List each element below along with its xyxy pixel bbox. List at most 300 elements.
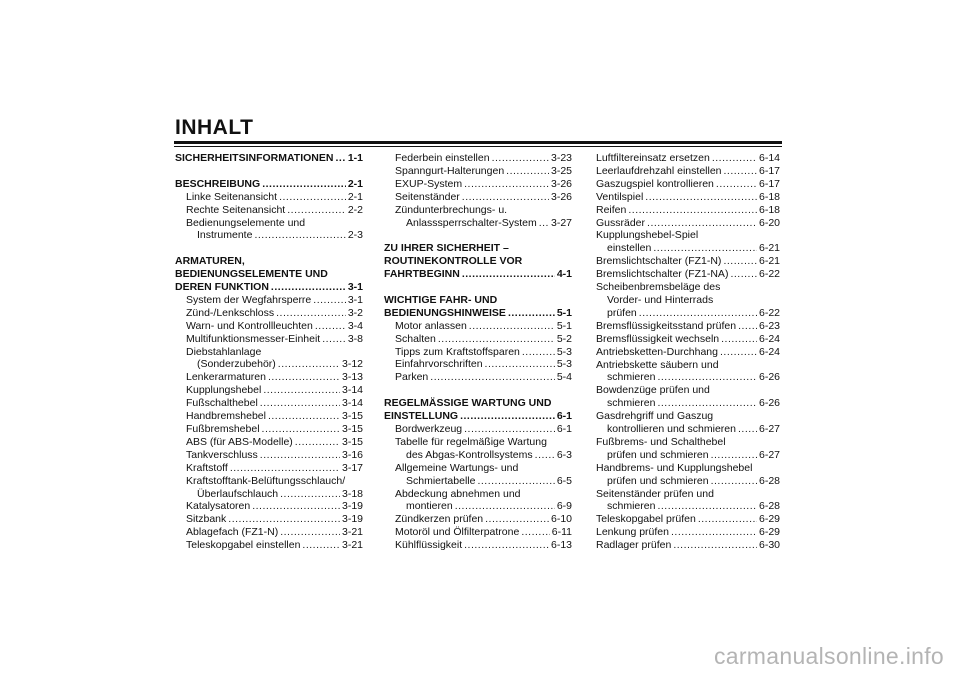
toc-entry-text	[384, 204, 572, 217]
toc-entry[interactable]	[175, 488, 363, 501]
toc-page-number: 6-21	[758, 242, 780, 255]
toc-entry[interactable]	[175, 397, 363, 410]
toc-entry[interactable]	[175, 281, 363, 294]
toc-page-number: 5-2	[556, 332, 572, 345]
toc-page-number: 3-1	[347, 293, 363, 306]
toc-entry-label: Motor anlassen	[395, 319, 467, 332]
toc-entry[interactable]	[175, 229, 363, 242]
toc-page-number: 6-26	[758, 397, 780, 410]
toc-column-3	[596, 152, 780, 552]
toc-entry-text	[384, 488, 572, 501]
toc-entry[interactable]	[384, 539, 572, 552]
toc-leader-dots	[287, 204, 346, 217]
toc-entry-label: Tankverschluss	[186, 448, 258, 461]
toc-leader-dots	[230, 462, 340, 475]
toc-entry-label: prüfen und schmieren	[607, 448, 709, 461]
toc-page-number: 6-28	[758, 500, 780, 513]
toc-entry[interactable]	[175, 384, 363, 397]
toc-entry-label: Rechte Seitenansicht	[186, 203, 286, 216]
toc-page-number: 2-2	[347, 203, 363, 216]
toc-leader-dots	[720, 346, 757, 359]
toc-page-number: 2-1	[347, 177, 363, 190]
toc-page-number: 3-18	[341, 487, 363, 500]
toc-entry-label: ABS (für ABS-Modelle)	[186, 435, 293, 448]
toc-entry[interactable]	[596, 307, 780, 320]
toc-entry[interactable]	[384, 217, 572, 230]
toc-leader-dots	[462, 191, 549, 204]
toc-entry-label: Luftfiltereinsatz ersetzen	[596, 152, 710, 164]
toc-entry-label: BEDIENUNGSELEMENTE UND	[175, 268, 328, 281]
toc-entry-label: BESCHREIBUNG	[175, 177, 261, 190]
toc-entry-label: Instrumente	[197, 229, 253, 242]
toc-entry[interactable]	[596, 397, 780, 410]
toc-entry[interactable]	[175, 462, 363, 475]
toc-entry-text	[175, 346, 363, 359]
toc-entry-label: Fußschalthebel	[186, 397, 258, 410]
toc-spacer	[175, 242, 363, 255]
toc-entry[interactable]	[175, 307, 363, 320]
toc-entry-text	[596, 229, 780, 242]
toc-entry[interactable]	[384, 500, 572, 513]
toc-leader-dots	[535, 449, 555, 462]
toc-entry-label: Reifen	[596, 203, 627, 216]
toc-page-number: 3-17	[341, 461, 363, 474]
title-rule-thin	[174, 146, 782, 147]
toc-column-2	[384, 152, 572, 552]
toc-entry[interactable]	[384, 526, 572, 539]
toc-entry-label: Spanngurt-Halterungen	[395, 164, 505, 177]
toc-entry-label: Kupplungshebel	[186, 384, 262, 397]
toc-leader-dots	[279, 191, 346, 204]
toc-entry[interactable]	[175, 204, 363, 217]
toc-page-number: 6-11	[551, 526, 572, 539]
toc-entry-label: Abdeckung abnehmen und	[395, 487, 521, 500]
toc-leader-dots	[469, 320, 555, 333]
toc-leader-dots	[464, 539, 549, 552]
toc-leader-dots	[228, 513, 340, 526]
toc-entry-label: ZU IHRER SICHERHEIT –	[384, 242, 509, 255]
toc-entry-text	[596, 436, 780, 449]
toc-entry[interactable]	[384, 513, 572, 526]
toc-entry[interactable]	[384, 449, 572, 462]
toc-entry-label: Lenkung prüfen	[596, 526, 669, 539]
toc-entry-text	[384, 436, 572, 449]
toc-entry-label: Lenkerarmaturen	[186, 371, 266, 384]
toc-page-number: 6-24	[758, 332, 780, 345]
toc-page-number: 6-22	[758, 268, 780, 281]
toc-entry-label: montieren	[406, 500, 453, 513]
toc-entry-text	[384, 242, 572, 255]
toc-entry[interactable]	[596, 500, 780, 513]
toc-entry-label: Allgemeine Wartungs- und	[395, 461, 519, 474]
toc-page-number: 6-21	[758, 255, 780, 268]
toc-page-number: 6-14	[758, 152, 780, 164]
toc-leader-dots	[730, 268, 757, 281]
toc-entry-label: Fußbremshebel	[186, 423, 260, 435]
toc-entry-label: Gussräder	[596, 216, 646, 229]
toc-entry-label: Kraftstoff	[186, 461, 228, 474]
toc-entry[interactable]	[384, 307, 572, 320]
toc-entry[interactable]	[384, 410, 572, 423]
toc-page-number: 3-26	[550, 177, 572, 190]
toc-page-number: 6-30	[758, 539, 780, 552]
toc-entry[interactable]	[596, 268, 780, 281]
toc-entry-label: Schmiertabelle	[406, 474, 476, 487]
toc-entry-text	[596, 384, 780, 397]
toc-column-1	[175, 152, 363, 552]
toc-entry-label: (Sonderzubehör)	[197, 358, 276, 371]
toc-spacer	[384, 384, 572, 397]
toc-entry[interactable]	[175, 539, 363, 552]
toc-page-number: 3-12	[341, 358, 363, 371]
toc-entry[interactable]	[175, 423, 363, 436]
toc-entry-text	[175, 268, 363, 281]
toc-entry-label: Handbrems- und Kupplungshebel	[596, 461, 753, 474]
toc-entry[interactable]	[175, 178, 363, 191]
toc-page-number: 3-19	[341, 513, 363, 526]
toc-entry-label: Bordwerkzeug	[395, 422, 463, 435]
toc-leader-dots	[711, 475, 757, 488]
toc-leader-dots	[271, 281, 346, 294]
toc-entry-text	[596, 488, 780, 501]
toc-entry-label: schmieren	[607, 397, 656, 410]
toc-spacer	[175, 165, 363, 178]
toc-entry[interactable]	[175, 333, 363, 346]
toc-leader-dots	[721, 333, 757, 346]
toc-entry[interactable]	[175, 526, 363, 539]
toc-page-number: 1-1	[347, 152, 363, 164]
toc-entry[interactable]	[596, 526, 780, 539]
toc-entry[interactable]	[175, 410, 363, 423]
toc-entry-label: schmieren	[607, 371, 656, 384]
toc-entry[interactable]	[384, 333, 572, 346]
toc-entry-label: schmieren	[607, 500, 656, 513]
toc-leader-dots	[262, 178, 346, 191]
toc-entry[interactable]	[384, 423, 572, 436]
toc-leader-dots	[252, 500, 340, 513]
toc-page-number: 6-29	[758, 513, 780, 526]
toc-entry-label: Tipps zum Kraftstoffsparen	[395, 345, 520, 358]
toc-page-number: 6-22	[758, 306, 780, 319]
toc-entry[interactable]	[596, 449, 780, 462]
toc-entry-label: REGELMÄSSIGE WARTUNG UND	[384, 397, 552, 410]
toc-entry-label: ROUTINEKONTROLLE VOR	[384, 255, 523, 268]
toc-entry[interactable]	[384, 268, 572, 281]
toc-entry-label: Parken	[395, 371, 429, 384]
toc-leader-dots	[254, 229, 345, 242]
toc-leader-dots	[268, 371, 340, 384]
toc-entry-label: Multifunktionsmesser-Einheit	[186, 332, 321, 345]
toc-entry-label: EINSTELLUNG	[384, 410, 459, 423]
toc-entry-label: System der Wegfahrsperre	[186, 293, 312, 306]
toc-entry-text	[384, 397, 572, 410]
toc-page-number: 3-21	[341, 526, 363, 539]
toc-page-number: 3-2	[347, 306, 363, 319]
toc-page-number: 3-21	[341, 539, 363, 552]
toc-entry[interactable]	[175, 294, 363, 307]
toc-page-number: 3-19	[341, 500, 363, 513]
toc-page-number: 6-28	[758, 474, 780, 487]
watermark: carmanualsonline.info	[713, 643, 944, 669]
toc-leader-dots	[464, 178, 549, 191]
toc-leader-dots	[673, 539, 757, 552]
toc-entry[interactable]	[175, 152, 363, 165]
toc-entry-label: Warn- und Kontrollleuchten	[186, 319, 313, 332]
toc-page-number: 3-14	[341, 384, 363, 397]
toc-entry-label: Kraftstofftank-Belüftungsschlauch/	[186, 474, 346, 487]
toc-entry[interactable]	[384, 371, 572, 384]
toc-leader-dots	[522, 346, 555, 359]
toc-page-number: 3-26	[550, 190, 572, 203]
toc-entry-label: Antriebsketten-Durchhang	[596, 345, 718, 358]
toc-page-number: 6-27	[758, 448, 780, 461]
toc-entry-text	[596, 410, 780, 423]
toc-entry-label: Motoröl und Ölfilterpatrone	[395, 526, 520, 539]
toc-leader-dots	[657, 371, 757, 384]
toc-page-number: 6-1	[556, 422, 572, 435]
toc-leader-dots	[262, 423, 340, 436]
toc-entry[interactable]	[384, 358, 572, 371]
toc-page-number: 6-9	[556, 500, 572, 513]
toc-entry-text	[596, 359, 780, 372]
toc-entry-label: einstellen	[607, 242, 652, 255]
toc-leader-dots	[280, 526, 340, 539]
toc-leader-dots	[438, 333, 555, 346]
toc-leader-dots	[657, 397, 757, 410]
toc-entry-label: prüfen	[607, 306, 637, 319]
toc-leader-dots	[263, 384, 340, 397]
toc-page-number: 5-4	[556, 371, 572, 384]
toc-leader-dots	[628, 204, 757, 217]
toc-page-number: 3-23	[550, 152, 572, 164]
toc-leader-dots	[295, 436, 340, 449]
toc-page-number: 3-16	[341, 448, 363, 461]
toc-leader-dots	[268, 410, 340, 423]
toc-entry-label: Bedienungselemente und	[186, 216, 306, 229]
toc-entry-label: Diebstahlanlage	[186, 345, 262, 358]
toc-entry[interactable]	[596, 204, 780, 217]
toc-page-number: 6-17	[758, 164, 780, 177]
title-rule-thick	[174, 141, 782, 144]
toc-leader-dots	[724, 165, 757, 178]
toc-entry-label: Federbein einstellen	[395, 152, 490, 164]
toc-leader-dots	[485, 513, 549, 526]
toc-page-number: 6-20	[758, 216, 780, 229]
toc-page-number: 6-26	[758, 371, 780, 384]
toc-page-number: 3-14	[341, 397, 363, 410]
toc-entry[interactable]	[175, 320, 363, 333]
toc-page-number: 2-1	[347, 190, 363, 203]
toc-entry-text	[175, 255, 363, 268]
toc-entry[interactable]	[384, 165, 572, 178]
toc-leader-dots	[260, 449, 340, 462]
toc-entry-label: EXUP-System	[395, 177, 463, 190]
toc-page-number: 2-3	[347, 229, 363, 242]
toc-page-number: 6-18	[758, 190, 780, 203]
toc-entry-label: Kühlflüssigkeit	[395, 539, 463, 552]
toc-entry-label: Bremsflüssigkeit wechseln	[596, 332, 720, 345]
toc-entry[interactable]	[175, 358, 363, 371]
toc-entry[interactable]	[384, 152, 572, 165]
toc-page-number: 4-1	[556, 268, 572, 281]
toc-entry-label: Leerlaufdrehzahl einstellen	[596, 164, 722, 177]
toc-entry-label: BEDIENUNGSHINWEISE	[384, 306, 506, 319]
toc-entry[interactable]	[596, 371, 780, 384]
toc-page-number: 6-1	[556, 410, 572, 423]
toc-entry-label: Zündkerzen prüfen	[395, 513, 484, 526]
toc-leader-dots	[335, 152, 345, 165]
toc-entry[interactable]	[596, 165, 780, 178]
toc-entry-label: Gaszugspiel kontrollieren	[596, 177, 714, 190]
toc-page-number: 3-25	[550, 164, 572, 177]
toc-entry[interactable]	[596, 333, 780, 346]
toc-leader-dots	[508, 307, 555, 320]
toc-entry-label: Bremslichtschalter (FZ1-NA)	[596, 268, 729, 281]
toc-leader-dots	[313, 294, 346, 307]
toc-leader-dots	[455, 500, 555, 513]
toc-entry[interactable]	[596, 217, 780, 230]
toc-leader-dots	[462, 268, 555, 281]
toc-page-number: 5-3	[556, 345, 572, 358]
toc-leader-dots	[485, 358, 555, 371]
toc-entry-label: Sitzbank	[186, 513, 227, 526]
toc-leader-dots	[430, 371, 555, 384]
toc-entry-label: Teleskopgabel prüfen	[596, 513, 696, 526]
toc-page-number: 6-29	[758, 526, 780, 539]
toc-page-number: 6-18	[758, 203, 780, 216]
toc-entry[interactable]	[596, 152, 780, 165]
toc-entry-text	[384, 294, 572, 307]
toc-entry-label: Überlaufschlauch	[197, 487, 279, 500]
toc-leader-dots	[322, 333, 346, 346]
toc-entry[interactable]	[596, 423, 780, 436]
toc-entry-label: Anlasssperrschalter-System	[406, 216, 537, 229]
toc-entry[interactable]	[596, 242, 780, 255]
toc-spacer	[384, 229, 572, 242]
toc-entry-label: Bremsflüssigkeitsstand prüfen	[596, 319, 737, 332]
toc-entry[interactable]	[596, 475, 780, 488]
toc-leader-dots	[657, 500, 757, 513]
toc-leader-dots	[639, 307, 757, 320]
toc-leader-dots	[260, 397, 340, 410]
toc-entry-text	[596, 294, 780, 307]
toc-page-number: 6-13	[550, 539, 572, 552]
toc-leader-dots	[460, 410, 555, 423]
toc-entry[interactable]	[596, 513, 780, 526]
toc-entry-label: Antriebskette säubern und	[596, 358, 719, 371]
toc-leader-dots	[302, 539, 340, 552]
toc-leader-dots	[521, 526, 549, 539]
toc-leader-dots	[711, 449, 757, 462]
toc-entry-label: SICHERHEITSINFORMATIONEN	[175, 152, 334, 164]
toc-entry-label: kontrollieren und schmieren	[607, 423, 736, 436]
toc-entry-label: Bremslichtschalter (FZ1-N)	[596, 255, 722, 268]
toc-entry-label: Bowdenzüge prüfen und	[596, 384, 710, 397]
toc-entry-label: FAHRTBEGINN	[384, 268, 460, 281]
toc-leader-dots	[492, 152, 549, 165]
toc-entry-text	[384, 255, 572, 268]
toc-entry-label: DEREN FUNKTION	[175, 281, 269, 294]
toc-page-number: 5-1	[556, 306, 572, 319]
toc-spacer	[384, 281, 572, 294]
toc-entry[interactable]	[596, 255, 780, 268]
toc-leader-dots	[278, 358, 340, 371]
toc-entry[interactable]	[384, 178, 572, 191]
toc-leader-dots	[464, 423, 555, 436]
toc-page-number: 3-4	[347, 319, 363, 332]
toc-leader-dots	[647, 217, 757, 230]
toc-entry-label: Katalysatoren	[186, 500, 251, 513]
toc-entry-label: Zündunterbrechungs- u.	[395, 203, 508, 216]
toc-entry[interactable]	[596, 320, 780, 333]
toc-entry-text	[596, 281, 780, 294]
toc-leader-dots	[506, 165, 549, 178]
toc-leader-dots	[698, 513, 757, 526]
toc-entry-text	[384, 462, 572, 475]
toc-entry-label: Einfahrvorschriften	[395, 358, 483, 371]
toc-entry-label: Seitenständer	[395, 190, 460, 203]
toc-leader-dots	[315, 320, 346, 333]
toc-page-number: 6-10	[550, 513, 572, 526]
toc-entry-label: Seitenständer prüfen und	[596, 487, 714, 500]
toc-entry[interactable]	[384, 475, 572, 488]
toc-entry-label: Ventilspiel	[596, 190, 644, 203]
toc-entry-label: Handbremshebel	[186, 410, 266, 423]
toc-entry[interactable]	[384, 320, 572, 333]
toc-entry-label: Linke Seitenansicht	[186, 190, 278, 203]
page-title: INHALT	[175, 116, 254, 139]
toc-entry-label: Teleskopgabel einstellen	[186, 539, 301, 552]
toc-leader-dots	[280, 488, 340, 501]
toc-leader-dots	[723, 255, 757, 268]
toc-entry-label: Scheibenbremsbeläge des	[596, 281, 721, 294]
toc-entry[interactable]	[596, 539, 780, 552]
toc-leader-dots	[716, 178, 757, 191]
toc-page-number: 3-15	[341, 423, 363, 435]
toc-entry-text	[175, 475, 363, 488]
toc-page-number: 6-27	[758, 423, 780, 436]
toc-leader-dots	[477, 475, 554, 488]
toc-entry-label: des Abgas-Kontrollsystems	[406, 448, 533, 461]
toc-entry-text	[175, 217, 363, 230]
toc-page-number: 3-1	[347, 281, 363, 294]
toc-page-number: 3-15	[341, 410, 363, 423]
toc-page-number: 6-17	[758, 177, 780, 190]
toc-entry-label: Tabelle für regelmäßige Wartung	[395, 435, 547, 448]
toc-entry[interactable]	[175, 449, 363, 462]
toc-entry[interactable]	[175, 436, 363, 449]
toc-page-number: 3-8	[347, 332, 363, 345]
toc-entry-label: WICHTIGE FAHR- UND	[384, 293, 498, 306]
toc-entry-label: Vorder- und Hinterrads	[607, 293, 714, 306]
toc-entry[interactable]	[384, 191, 572, 204]
toc-entry[interactable]	[175, 513, 363, 526]
toc-entry-label: Ablagefach (FZ1-N)	[186, 526, 279, 539]
toc-entry[interactable]	[596, 191, 780, 204]
toc-entry[interactable]	[175, 191, 363, 204]
toc-page-number: 5-1	[556, 319, 572, 332]
toc-entry-label: Zünd-/Lenkschloss	[186, 306, 275, 319]
toc-entry[interactable]	[175, 500, 363, 513]
toc-entry[interactable]	[384, 346, 572, 359]
toc-page-number: 6-24	[758, 345, 780, 358]
toc-entry[interactable]	[175, 371, 363, 384]
toc-page-number: 5-3	[556, 358, 572, 371]
toc-entry[interactable]	[596, 178, 780, 191]
toc-leader-dots	[539, 217, 549, 230]
toc-entry-label: Radlager prüfen	[596, 539, 672, 552]
toc-entry[interactable]	[596, 346, 780, 359]
